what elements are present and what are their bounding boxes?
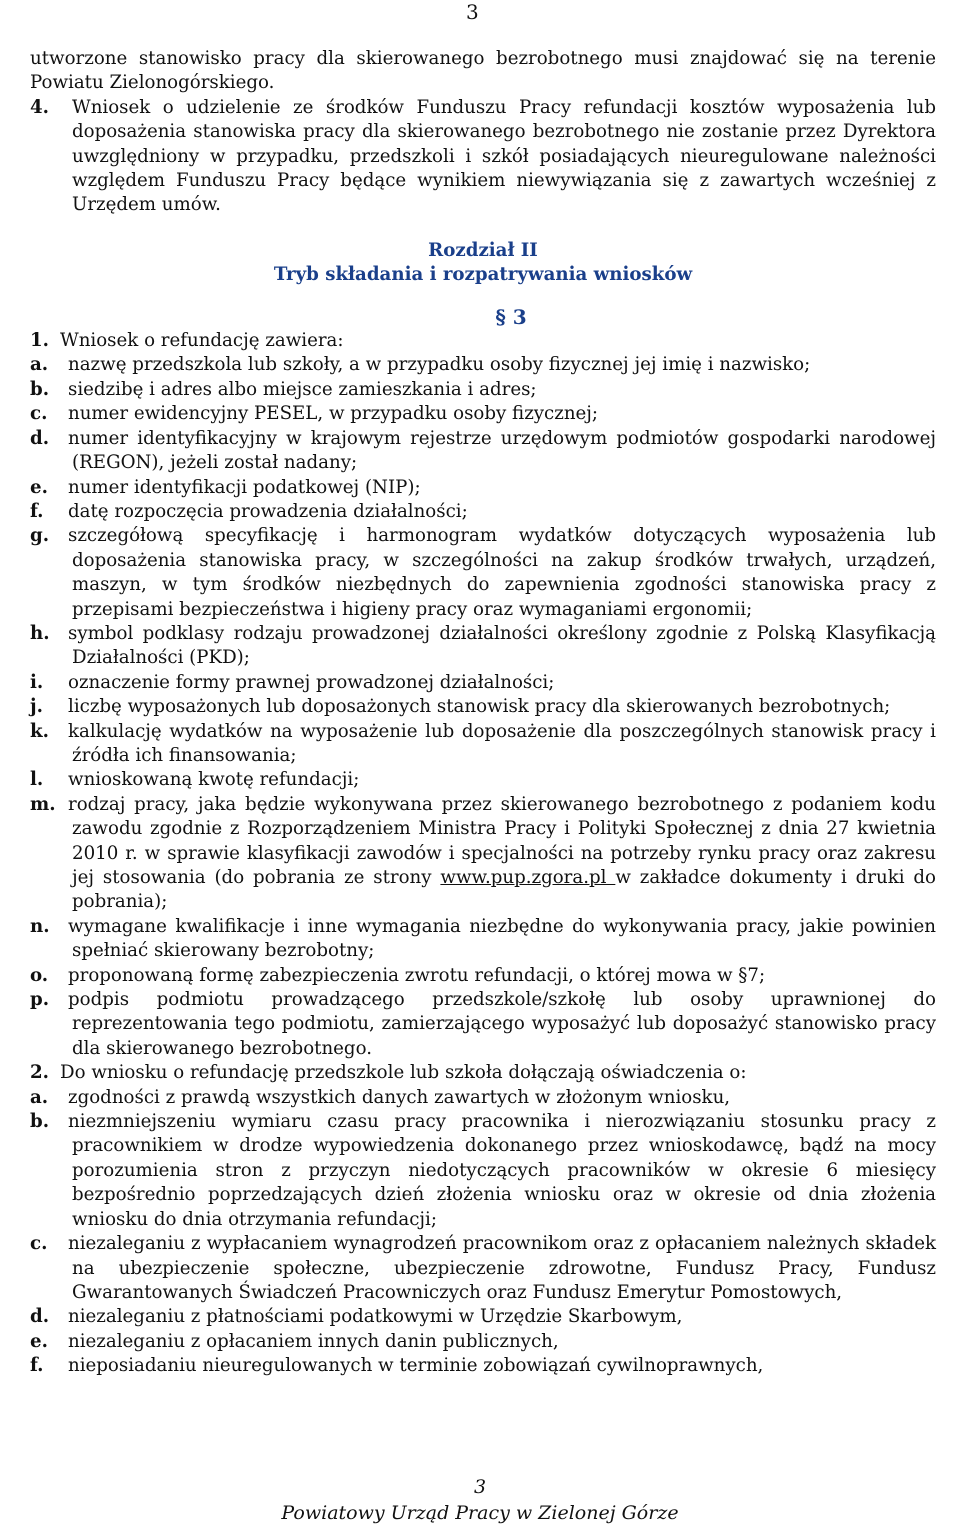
item-text: proponowaną formę zabezpieczenia zwrotu refundacji, o której mowa w §7; [68, 964, 766, 986]
item-label: k. [30, 720, 49, 742]
item-text: niezaleganiu z płatnościami podatkowymi w Urzędzie Skarbowym, [68, 1306, 683, 1328]
item-text: oznaczenie formy prawnej prowadzonej działalności; [68, 671, 555, 693]
section-title: Wniosek o refundację zawiera: [60, 330, 344, 352]
item-text: rodzaj pracy, jaka będzie wykonywana przez skierowanego bezrobotnego z podaniem kodu zawodu zgodnie z Rozporządzeniem Ministra Pracy i Polityki Społecznej z dnia 27 kwietnia 2010 r. w sprawie klasyfikacji zawodów i specjalności na potrzeby rynku pracy oraz zakresu jej stosowania (do pobrania ze strony [68, 793, 936, 888]
list-item [30, 1110, 936, 1232]
list-item [30, 1354, 936, 1378]
item-label: d. [30, 1306, 50, 1328]
item-text: szczegółową specyfikację i harmonogram wydatków dotyczących wyposażenia lub doposażenia stanowiska pracy, w szczególności na zakup środków trwałych, urządzeń, maszyn, w tym środków niezbędnych do zapewnienia zgodności stanowiska pracy z przepisami bezpieczeństwa i higieny pracy oraz wymaganiami ergonomii; [68, 525, 936, 620]
list-item [30, 695, 936, 719]
list-item [30, 915, 936, 964]
item-text-after: w zakładce dokumenty i druki do pobrania); [72, 867, 936, 913]
item-label: i. [30, 671, 44, 693]
item-label: d. [30, 427, 50, 449]
item-label: f. [30, 500, 44, 522]
item-label: l. [30, 769, 44, 791]
list-item [30, 1086, 936, 1110]
item-text: numer identyfikacyjny w krajowym rejestrze urzędowym podmiotów gospodarki narodowej (REGON), jeżeli został nadany; [68, 427, 936, 474]
section-number: 1. [30, 330, 49, 352]
item-text: liczbę wyposażonych lub doposażonych stanowisk pracy dla skierowanych bezrobotnych; [68, 696, 891, 718]
list-item [30, 353, 936, 377]
item-text: nieposiadaniu nieuregulowanych w terminie zobowiązań cywilnoprawnych, [68, 1355, 764, 1377]
page-number-top: 3 [466, 0, 479, 24]
list-item [30, 671, 936, 695]
item-label: o. [30, 964, 49, 986]
item-text: symbol podklasy rodzaju prowadzonej działalności określony zgodnie z Polską Klasyfikacją Działalności (PKD); [68, 622, 936, 669]
paragraph-sign: § 3 [495, 304, 527, 329]
intro-point-4 [30, 96, 936, 218]
list-item [30, 720, 936, 769]
footer-office-name: Powiatowy Urząd Pracy w Zielonej Górze [281, 1502, 679, 1524]
item-label: e. [30, 1330, 48, 1352]
item-label: j. [30, 696, 43, 718]
item-text: podpis podmiotu prowadzącego przedszkole/szkołę lub osoby uprawnionej do reprezentowania tego podmiotu, zamierzającego wyposażyć lub doposażyć stanowisko pracy dla skierowanego bezrobotnego. [68, 989, 936, 1059]
section-1-list [30, 353, 936, 1061]
item-label: a. [30, 354, 49, 376]
item-label: n. [30, 915, 50, 937]
list-item [30, 378, 936, 402]
intro-continuation: utworzone stanowisko pracy dla skierowanego bezrobotnego musi znajdować się na terenie Powiatu Zielonogórskiego. [30, 48, 936, 94]
item-text: numer ewidencyjny PESEL, w przypadku osoby fizycznej; [68, 403, 599, 425]
item-text: kalkulację wydatków na wyposażenie lub doposażenie dla poszczególnych stanowisk pracy i źródła ich finansowania; [68, 720, 936, 766]
list-item-m [30, 793, 936, 915]
list-item [30, 476, 936, 500]
item-label: c. [30, 403, 48, 425]
item-label: h. [30, 622, 50, 644]
item-text: zgodności z prawdą wszystkich danych zawartych w złożonym wniosku, [68, 1086, 731, 1108]
item-text: wnioskowaną kwotę refundacji; [68, 769, 360, 791]
list-item [30, 402, 936, 426]
item-label: g. [30, 525, 50, 547]
list-item [30, 1305, 936, 1329]
section-title: Do wniosku o refundację przedszkole lub szkoła dołączają oświadczenia o: [60, 1062, 747, 1084]
section-2-title [30, 1061, 936, 1085]
section-1-title [30, 329, 936, 353]
chapter-title: Tryb składania i rozpatrywania wniosków [273, 264, 693, 286]
section-2-list [30, 1086, 936, 1379]
footer-page-number: 3 [473, 1476, 487, 1498]
item-label: b. [30, 378, 50, 400]
list-item [30, 622, 936, 671]
section-number: 2. [30, 1062, 49, 1084]
chapter-heading [30, 239, 936, 288]
item-text: niezaleganiu z wypłacaniem wynagrodzeń pracownikom oraz z opłacaniem należnych składek na ubezpieczenie społeczne, ubezpieczenie zdrowotne, Fundusz Pracy, Fundusz Gwarantowanych Świadczeń Pracowniczych oraz Fundusz Emerytur Pomostowych, [68, 1233, 936, 1303]
item-label: e. [30, 476, 48, 498]
item-label: f. [30, 1355, 44, 1377]
list-item [30, 988, 936, 1061]
item-text: wymagane kwalifikacje i inne wymagania niezbędne do wykonywania pracy, jakie powinien spełniać skierowany bezrobotny; [68, 915, 936, 962]
list-item [30, 964, 936, 988]
page-footer [0, 1474, 960, 1526]
paragraph-number: 3 [512, 304, 527, 329]
list-item [30, 768, 936, 792]
item-text: niezaleganiu z opłacaniem innych danin publicznych, [68, 1330, 559, 1352]
item-text: datę rozpoczęcia prowadzenia działalności; [68, 500, 468, 522]
list-item [30, 1330, 936, 1354]
point-number: 4. [30, 96, 49, 118]
item-label: b. [30, 1111, 50, 1133]
item-label: m. [30, 793, 56, 815]
item-text: siedzibę i adres albo miejsce zamieszkania i adres; [68, 378, 537, 400]
item-text: numer identyfikacji podatkowej (NIP); [68, 476, 421, 498]
item-text: nazwę przedszkola lub szkoły, a w przypadku osoby fizycznej jej imię i nazwisko; [68, 354, 811, 376]
item-label: a. [30, 1086, 49, 1108]
document-body [30, 47, 936, 1379]
item-label: p. [30, 989, 50, 1011]
item-label: c. [30, 1233, 48, 1255]
list-item [30, 500, 936, 524]
list-item [30, 427, 936, 476]
chapter-number: Rozdział II [428, 239, 538, 261]
list-item [30, 1232, 936, 1305]
item-text: niezmniejszeniu wymiaru czasu pracy pracownika i nierozwiązaniu stosunku pracy z pracownikiem w drodze wypowiedzenia dokonanego przez wnioskodawcę, bądź na mocy porozumienia stron z przyczyn niedotyczących pracowników w okresie 6 miesięcy bezpośrednio poprzedzających dzień złożenia wniosku oraz w okresie od dnia złożenia wniosku do dnia otrzymania refundacji; [68, 1111, 936, 1230]
list-item [30, 524, 936, 622]
website-link[interactable]: www.pup.zgora.pl [440, 867, 616, 888]
point-text: Wniosek o udzielenie ze środków Funduszu Pracy refundacji kosztów wyposażenia lub doposażenia stanowiska pracy dla skierowanego bezrobotnego nie zostanie przez Dyrektora uwzględniony w przypadku, przedszkoli i szkół posiadających nieuregulowane należności względem Funduszu Pracy będące wynikiem niewywiązania się z zawartych wcześniej z Urzędem umów. [72, 96, 936, 216]
